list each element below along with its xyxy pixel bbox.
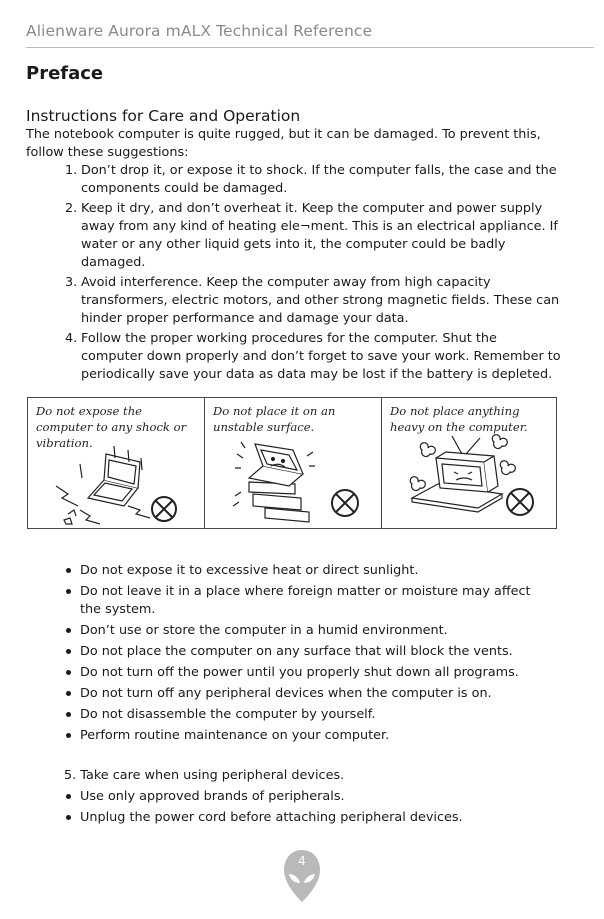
- list-item: Do not disassemble the computer by yourself.: [64, 706, 554, 724]
- list-item: [62, 274, 562, 328]
- list-item: Perform routine maintenance on your computer.: [64, 727, 554, 745]
- list-item: [62, 330, 562, 384]
- item-text: Keep it dry, and don’t overheat it. Keep the computer and power supply away from any kind of heating ele¬ment. This is an electrical appliance. If water or any other liquid gets into it, the computer could be badly damaged.: [81, 201, 558, 270]
- numbered-item-5: 5. Take care when using peripheral devices.: [64, 768, 345, 783]
- peripheral-bullet-list: [64, 788, 554, 830]
- list-item: Don’t use or store the computer in a humid environment.: [64, 622, 554, 640]
- list-item: [62, 162, 562, 198]
- list-item: Do not expose it to excessive heat or direct sunlight.: [64, 562, 554, 580]
- figure-panel-unstable: [205, 398, 382, 528]
- care-illustration-figure: [27, 397, 557, 529]
- list-item: Do not leave it in a place where foreign matter or moisture may affect the system.: [64, 583, 554, 619]
- page-number: 4: [298, 854, 306, 868]
- header-divider: [26, 47, 594, 48]
- list-item: Use only approved brands of peripherals.: [64, 788, 554, 806]
- figure-panel-shock: [28, 398, 205, 528]
- prohibited-icon: [507, 489, 533, 515]
- item-number: 4.: [65, 331, 78, 346]
- list-item: Do not turn off the power until you properly shut down all programs.: [64, 664, 554, 682]
- list-item: Do not place the computer on any surface that will block the vents.: [64, 643, 554, 661]
- item-number: 3.: [65, 275, 78, 290]
- intro-paragraph: The notebook computer is quite rugged, but it can be damaged. To prevent this, follow these suggestions:: [26, 127, 541, 160]
- panel-caption: Do not place it on an unstable surface.: [213, 404, 336, 434]
- panel-caption: Do not place anything heavy on the computer.: [390, 404, 528, 434]
- item-text: Don’t drop it, or expose it to shock. If the computer falls, the case and the components could be damaged.: [81, 163, 557, 196]
- running-header: Alienware Aurora mALX Technical Reference: [26, 22, 373, 40]
- item-number: 1.: [65, 163, 78, 178]
- list-item: Unplug the power cord before attaching peripheral devices.: [64, 809, 554, 827]
- item-number: 2.: [65, 201, 78, 216]
- list-item: [62, 200, 562, 272]
- page-number-badge: [282, 848, 322, 904]
- section-heading: Instructions for Care and Operation: [26, 107, 301, 125]
- bullet-list: [64, 562, 554, 748]
- figure-panel-heavy: [382, 398, 556, 528]
- panel-caption: Do not expose the computer to any shock or vibration.: [36, 404, 187, 450]
- list-item: Do not turn off any peripheral devices when the computer is on.: [64, 685, 554, 703]
- item-text: Follow the proper working procedures for the computer. Shut the computer down properly and don’t forget to save your work. Remember to periodically save your data as data may be lost if the battery is depleted.: [81, 331, 561, 382]
- page-title: Preface: [26, 63, 104, 84]
- prohibited-icon: [152, 497, 176, 521]
- numbered-list: [62, 162, 562, 386]
- item-text: Avoid interference. Keep the computer away from high capacity transformers, electric motors, and other strong magnetic fields. These can hinder proper performance and damage your data.: [81, 275, 560, 326]
- prohibited-icon: [332, 490, 358, 516]
